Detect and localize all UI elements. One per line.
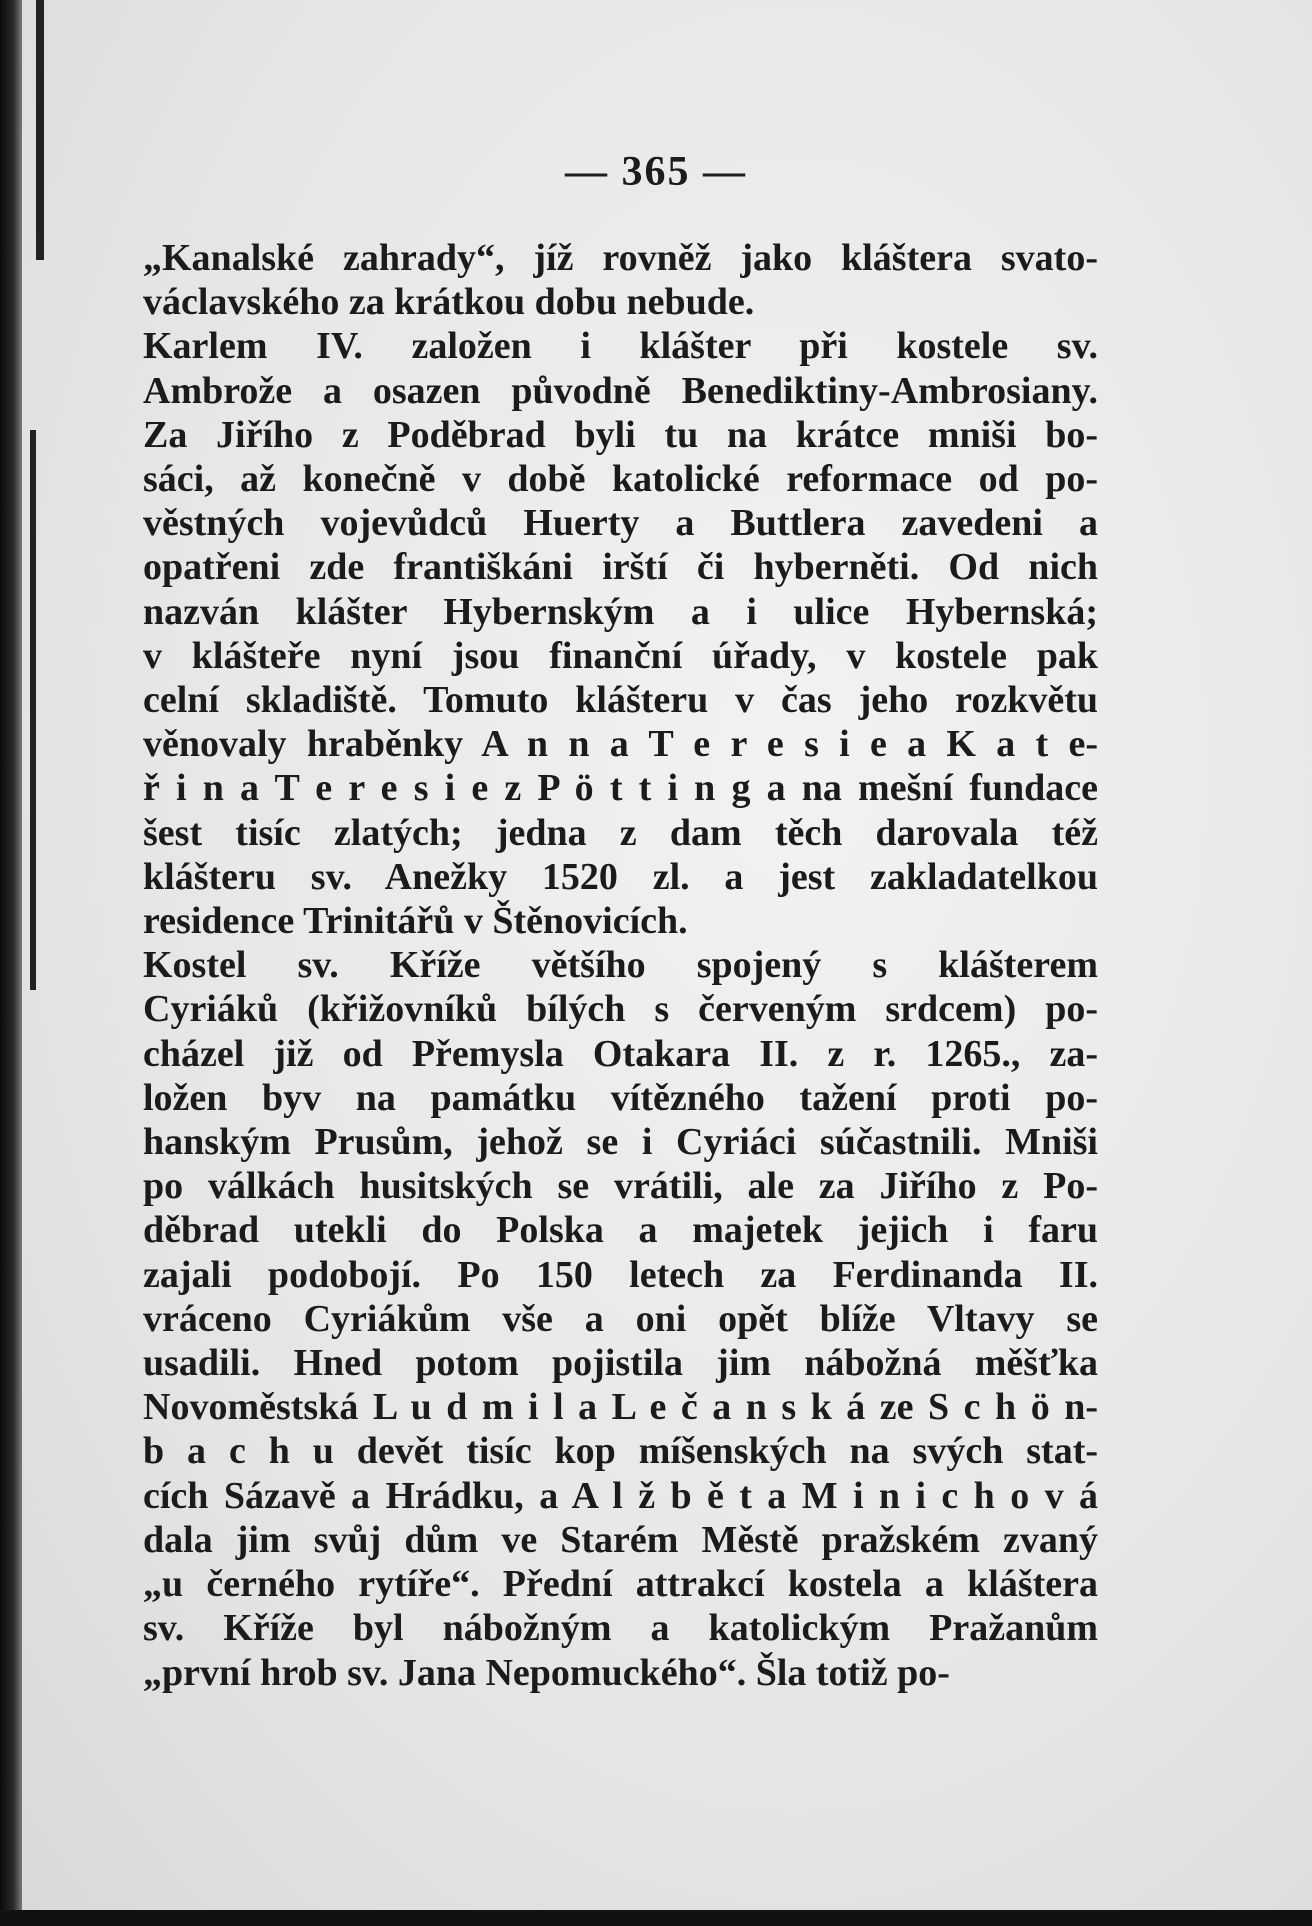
text-line: cích Sázavě a Hrádku, a A l ž b ě t a M i n i c h o v á (143, 1474, 1098, 1517)
text-line: sv. Kříže byl nábožným a katolickým Pražanům (143, 1607, 1098, 1650)
text-line: Novoměstská L u d m i l a L e č a n s k á ze S c h ö n- (143, 1386, 1098, 1429)
spine-edge-mark (30, 430, 36, 990)
text-line: Cyriáků (křižovníků bílých s červeným srdcem) po- (143, 988, 1098, 1031)
text-line: ložen byv na památku vítězného tažení proti po- (143, 1076, 1098, 1119)
text-line: v klášteře nyní jsou finanční úřady, v kostele pak (143, 634, 1098, 677)
text-line: Za Jiřího z Poděbrad byli tu na krátce mniši bo- (143, 413, 1098, 456)
text-line: „u černého rytíře“. Přední attrakcí kostela a kláštera (143, 1563, 1098, 1606)
page-number: — 365 — (565, 149, 747, 195)
text-line: hanským Prusům, jehož se i Cyriáci súčastnili. Mniši (143, 1121, 1098, 1164)
text-line: b a c h u devět tisíc kop míšenských na svých stat- (143, 1430, 1098, 1473)
text-line: opatřeni zde františkáni irští či hyberněti. Od nich (143, 546, 1098, 589)
text-line: residence Trinitářů v Štěnovicích. (143, 900, 688, 943)
text-line: ř i n a T e r e s i e z P ö t t i n g a na mešní fundace (143, 767, 1098, 810)
text-line: Kostel sv. Kříže většího spojený s klášterem (143, 944, 1098, 987)
text-line: Karlem IV. založen i klášter při kostele sv. (143, 325, 1098, 368)
text-line: sáci, až konečně v době katolické reformace od po- (143, 458, 1098, 501)
text-line: věnovaly hraběnky A n n a T e r e s i e a K a t e- (143, 723, 1098, 766)
text-line: vráceno Cyriákům vše a oni opět blíže Vltavy se (143, 1297, 1098, 1340)
text-line: věstných vojevůdců Huerty a Buttlera zavedeni a (143, 502, 1098, 545)
text-line: klášteru sv. Anežky 1520 zl. a jest zakladatelkou (143, 855, 1098, 898)
body-text (143, 236, 1098, 1695)
spine-edge-mark (36, 0, 44, 260)
text-line: po válkách husitských se vrátili, ale za Jiřího z Po- (143, 1165, 1098, 1208)
text-line: nazván klášter Hybernským a i ulice Hybernská; (143, 590, 1098, 633)
text-line: „první hrob sv. Jana Nepomuckého“. Šla totiž po- (143, 1651, 950, 1694)
page-bottom-edge (0, 1910, 1312, 1926)
text-line: Ambrože a osazen původně Benediktiny-Ambrosiany. (143, 369, 1098, 412)
text-line: usadili. Hned potom pojistila jim nábožná měšťka (143, 1342, 1098, 1385)
text-line: šest tisíc zlatých; jedna z dam těch darovala též (143, 811, 1098, 854)
text-line: děbrad utekli do Polska a majetek jejich i faru (143, 1209, 1098, 1252)
text-line: zajali podobojí. Po 150 letech za Ferdinanda II. (143, 1253, 1098, 1296)
text-line: celní skladiště. Tomuto klášteru v čas jeho rozkvětu (143, 679, 1098, 722)
text-line: cházel již od Přemysla Otakara II. z r. 1265., za- (143, 1032, 1098, 1075)
text-line: „Kanalské zahrady“, jíž rovněž jako kláštera svato- (143, 237, 1098, 279)
text-line: dala jim svůj dům ve Starém Městě pražském zvaný (143, 1518, 1098, 1561)
book-spine-shadow (0, 0, 22, 1926)
text-line: václavského za krátkou dobu nebude. (143, 281, 755, 324)
